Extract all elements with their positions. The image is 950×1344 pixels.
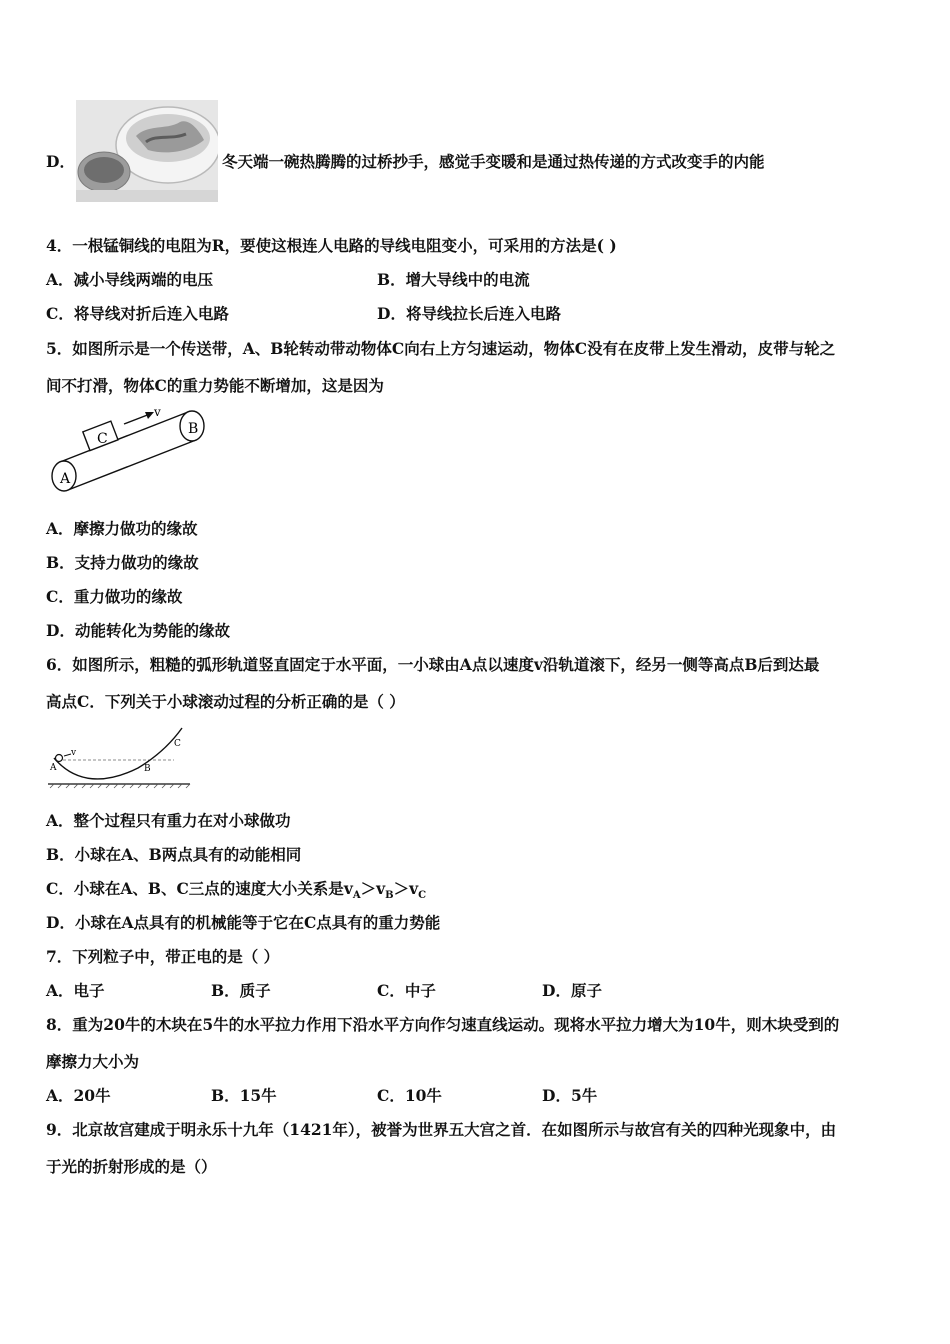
q8-option-a: A．20牛 [46, 1086, 111, 1105]
q8-stem-line2: 摩擦力大小为 [46, 1052, 140, 1071]
q8-option-b: B．15牛 [211, 1086, 277, 1105]
q4-stem: 4．一根锰铜线的电阻为R，要使这根连人电路的导线电阻变小，可采用的方法是( ) [46, 236, 617, 255]
q9-stem-line2: 于光的折射形成的是（） [46, 1157, 217, 1176]
q7-option-b: B．质子 [211, 981, 271, 1000]
conveyor-belt-figure [46, 404, 212, 496]
q6-stem-line1: 6．如图所示，粗糙的弧形轨道竖直固定于水平面，一小球由A点以速度v沿轨道滚下，经另一侧等高点B后到达最 [46, 655, 820, 674]
q7-option-a: A．电子 [46, 981, 105, 1000]
q6-option-c-prefix: C．小球在A、B、C三点的速度大小关系是 [46, 879, 344, 898]
q6-option-a: A．整个过程只有重力在对小球做功 [46, 811, 291, 830]
q5-figure-label-v: v [154, 405, 161, 419]
q6-figure-label-v: v [71, 748, 77, 758]
q5-figure-label-a: A [60, 471, 71, 487]
q7-stem: 7．下列粒子中，带正电的是（ ） [46, 947, 280, 966]
q6-option-d: D．小球在A点具有的机械能等于它在C点具有的重力势能 [46, 913, 441, 932]
q8-stem-line1: 8．重为20牛的木块在5牛的水平拉力作用下沿水平方向作匀速直线运动。现将水平拉力增大为10牛，则木块受到的 [46, 1015, 840, 1034]
q5-option-b: B．支持力做功的缘故 [46, 553, 199, 572]
q4-option-d: D．将导线拉长后连入电路 [377, 304, 561, 323]
q5-figure-label-b: B [188, 421, 199, 437]
q5-figure-label-c: C [97, 431, 108, 447]
q6-stem-line2: 高点C．下列关于小球滚动过程的分析正确的是（ ） [46, 692, 405, 711]
q6-figure-label-c: C [174, 739, 181, 749]
q6-figure-label-a: A [50, 763, 57, 773]
q7-option-d: D．原子 [542, 981, 602, 1000]
q5-stem-line2: 间不打滑，物体C的重力势能不断增加，这是因为 [46, 376, 384, 395]
arc-track-figure [46, 724, 192, 790]
q4-option-a: A．减小导线两端的电压 [46, 270, 214, 289]
q3-option-d-text: 冬天端一碗热腾腾的过桥抄手，感觉手变暖和是通过热传递的方式改变手的内能 [222, 152, 765, 171]
q9-stem-line1: 9．北京故宫建成于明永乐十九年（1421年），被誉为世界五大宫之首．在如图所示与故宫有关的四种光现象中，由 [46, 1120, 837, 1139]
soup-bowl-photo [76, 100, 218, 202]
q4-option-b: B．增大导线中的电流 [377, 270, 530, 289]
q5-option-a: A．摩擦力做功的缘故 [46, 519, 198, 538]
q5-option-d: D．动能转化为势能的缘故 [46, 621, 230, 640]
q6-option-b: B．小球在A、B两点具有的动能相同 [46, 845, 302, 864]
q8-option-c: C．10牛 [377, 1086, 442, 1105]
q3-option-d-label: D． [46, 152, 75, 171]
q5-stem-line1: 5．如图所示是一个传送带，A、B轮转动带动物体C向右上方匀速运动，物体C没有在皮带上发生滑动，皮带与轮之 [46, 339, 836, 358]
q6-option-c: C．小球在A、B、C三点的速度大小关系是$v_A>v_B>v_C$ [46, 879, 427, 902]
q6-figure-label-b: B [144, 764, 151, 774]
q7-option-c: C．中子 [377, 981, 436, 1000]
q4-option-c: C．将导线对折后连入电路 [46, 304, 229, 323]
q5-option-c: C．重力做功的缘故 [46, 587, 183, 606]
q8-option-d: D．5牛 [542, 1086, 598, 1105]
